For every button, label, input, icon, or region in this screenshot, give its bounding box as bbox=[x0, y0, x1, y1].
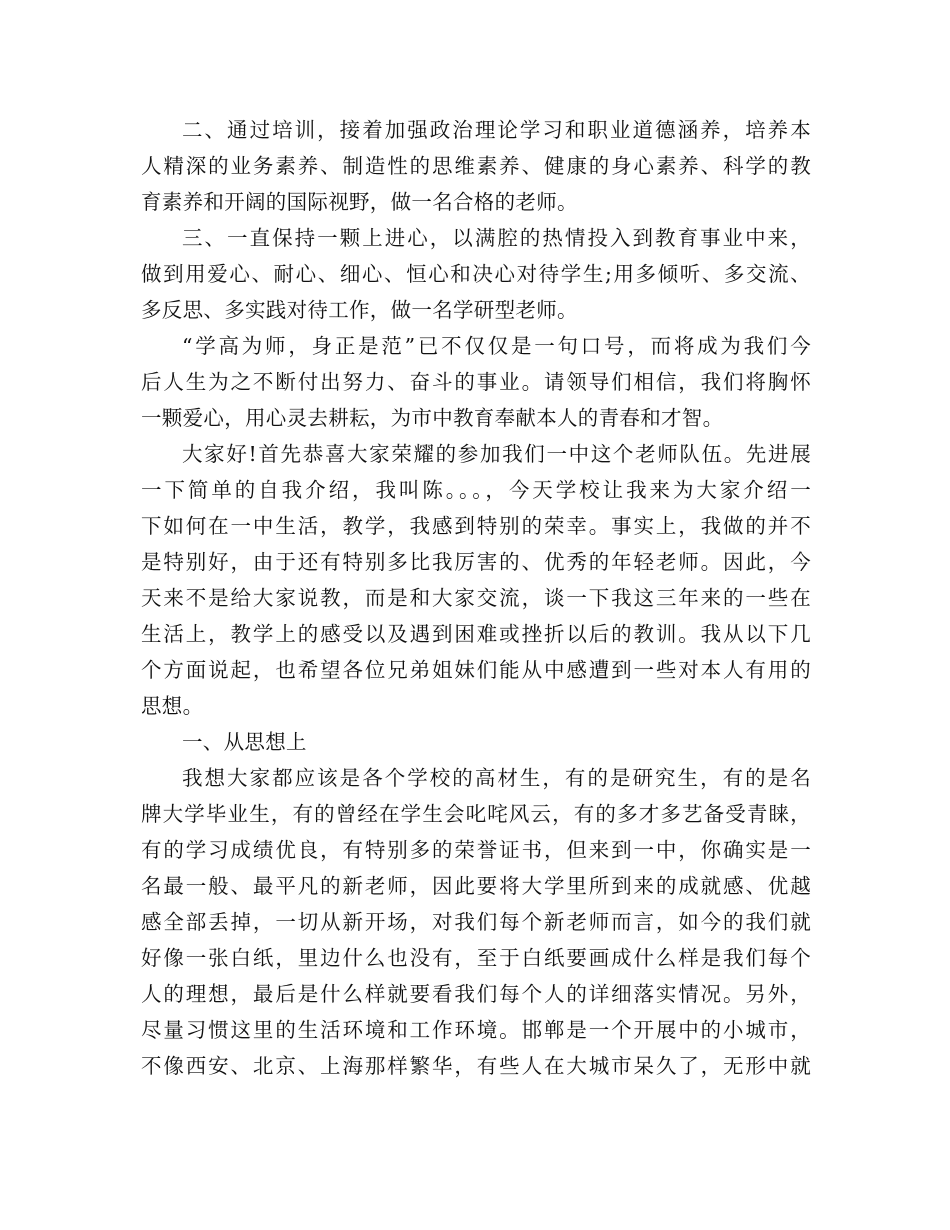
text-line: 是特别好，由于还有特别多比我厉害的、优秀的年轻老师。因此，今 bbox=[141, 550, 811, 574]
text-line: 一颗爱心，用心灵去耕耘，为市中教育奉献本人的青春和才智。 bbox=[141, 406, 724, 430]
text-line: 牌大学毕业生，有的曾经在学生会叱咤风云，有的多才多艺备受青睐， bbox=[141, 802, 811, 826]
text-line: 我想大家都应该是各个学校的高材生，有的是研究生，有的是名 bbox=[182, 766, 811, 790]
paragraph bbox=[141, 436, 811, 724]
text-line: 人精深的业务素养、制造性的思维素养、健康的身心素养、科学的教 bbox=[141, 154, 811, 178]
text-line: 人的理想，最后是什么样就要看我们每个人的详细落实情况。另外， bbox=[141, 982, 811, 1006]
text-line: 一下简单的自我介绍，我叫陈。。。，今天学校让我来为大家介绍一 bbox=[141, 478, 811, 502]
text-line: 感全部丢掉，一切从新开场，对我们每个新老师而言，如今的我们就 bbox=[141, 910, 811, 934]
text-line: 大家好!首先恭喜大家荣耀的参加我们一中这个老师队伍。先进展 bbox=[182, 442, 811, 466]
text-line: 二、通过培训，接着加强政治理论学习和职业道德涵养，培养本 bbox=[182, 118, 811, 142]
text-line: 尽量习惯这里的生活环境和工作环境。邯郸是一个开展中的小城市， bbox=[141, 1018, 811, 1042]
text-line: 名最一般、最平凡的新老师，因此要将大学里所到来的成就感、优越 bbox=[141, 874, 811, 898]
text-line: 个方面说起，也希望各位兄弟姐妹们能从中感遭到一些对本人有用的 bbox=[141, 658, 811, 682]
paragraph bbox=[141, 760, 811, 1084]
text-line: 有的学习成绩优良，有特别多的荣誉证书，但来到一中，你确实是一 bbox=[141, 838, 811, 862]
paragraph bbox=[141, 220, 811, 328]
text-line: 好像一张白纸，里边什么也没有，至于白纸要画成什么样是我们每个 bbox=[141, 946, 811, 970]
text-line: 天来不是给大家说教，而是和大家交流，谈一下我这三年来的一些在 bbox=[141, 586, 811, 610]
text-line: 多反思、多实践对待工作，做一名学研型老师。 bbox=[141, 298, 578, 322]
text-line: 思想。 bbox=[141, 694, 204, 718]
document-body bbox=[141, 112, 811, 1084]
text-line: 三、一直保持一颗上进心，以满腔的热情投入到教育事业中来， bbox=[182, 226, 811, 250]
paragraph bbox=[141, 328, 811, 436]
text-line: 后人生为之不断付出努力、奋斗的事业。请领导们相信，我们将胸怀 bbox=[141, 370, 811, 394]
section-heading bbox=[141, 724, 811, 760]
text-line: 育素养和开阔的国际视野，做一名合格的老师。 bbox=[141, 190, 578, 214]
paragraph bbox=[141, 112, 811, 220]
text-line: 做到用爱心、耐心、细心、恒心和决心对待学生;用多倾听、多交流、 bbox=[141, 262, 811, 286]
text-line: “学高为师，身正是范”已不仅仅是一句口号，而将成为我们今 bbox=[182, 334, 811, 358]
text-line: 下如何在一中生活，教学，我感到特别的荣幸。事实上，我做的并不 bbox=[141, 514, 811, 538]
text-line: 一、从思想上 bbox=[182, 730, 307, 754]
text-line: 不像西安、北京、上海那样繁华，有些人在大城市呆久了，无形中就 bbox=[141, 1054, 811, 1078]
text-line: 生活上，教学上的感受以及遇到困难或挫折以后的教训。我从以下几 bbox=[141, 622, 811, 646]
